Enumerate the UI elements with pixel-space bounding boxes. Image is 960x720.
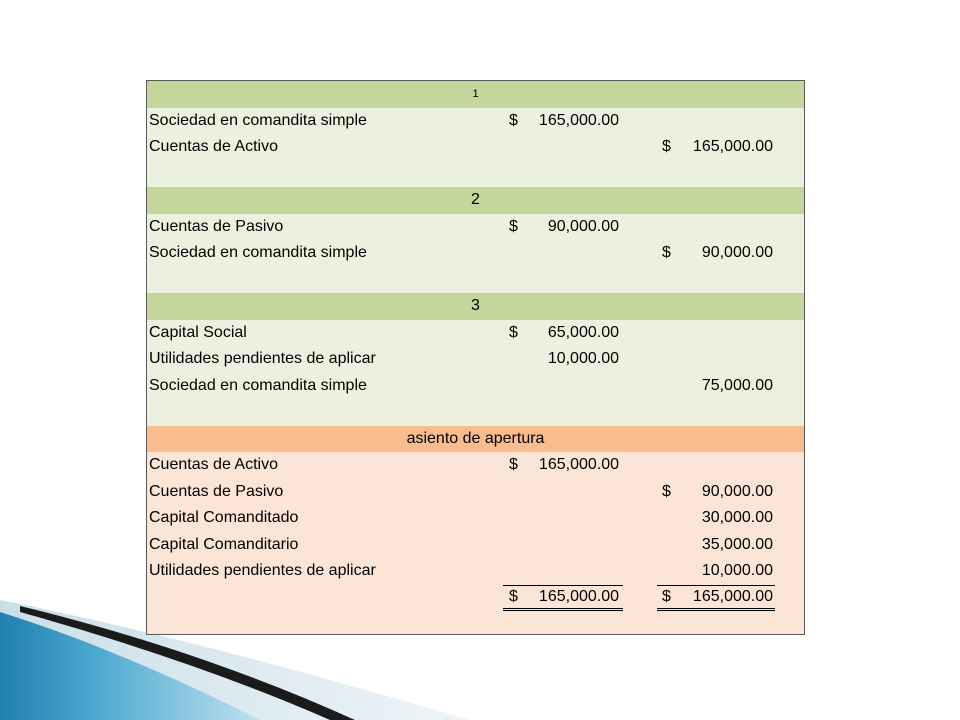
credit-amount: 90,000.00: [701, 244, 773, 262]
debit-amount-cell: [503, 452, 623, 479]
account-name: Sociedad en comandita simple: [149, 244, 367, 262]
credit-amount: 165,000.00: [692, 138, 773, 156]
journal-line: [147, 240, 804, 267]
entry-spacer: [147, 161, 804, 188]
credit-amount-cell: [657, 532, 775, 559]
currency-symbol: $: [662, 587, 671, 605]
totals-row: [147, 585, 804, 612]
currency-symbol: $: [662, 244, 671, 262]
account-name: Cuentas de Pasivo: [149, 217, 284, 235]
debit-amount: 165,000.00: [538, 587, 619, 605]
entry-header: [147, 81, 804, 108]
debit-amount: 90,000.00: [547, 217, 619, 235]
journal-line: [147, 558, 804, 585]
credit-amount: 165,000.00: [692, 587, 773, 605]
account-name: Sociedad en comandita simple: [149, 376, 367, 394]
journal-line: [147, 532, 804, 559]
entry-header: [147, 187, 804, 214]
credit-amount: 35,000.00: [701, 535, 773, 553]
credit-amount-cell: [657, 373, 775, 400]
account-name: Cuentas de Activo: [149, 456, 278, 474]
debit-amount: 10,000.00: [547, 350, 619, 368]
credit-amount: 75,000.00: [701, 376, 773, 394]
account-name: Cuentas de Pasivo: [149, 482, 284, 500]
entry-number: 2: [471, 191, 480, 209]
debit-amount-cell: [503, 214, 623, 241]
opening-filler: [147, 611, 804, 635]
credit-amount-cell: [657, 240, 775, 267]
debit-amount-cell: [503, 320, 623, 347]
currency-symbol: $: [509, 456, 518, 474]
journal-line: [147, 320, 804, 347]
account-name: Capital Comanditario: [149, 535, 299, 553]
currency-symbol: $: [662, 138, 671, 156]
entry-header: [147, 293, 804, 320]
journal-line: [147, 134, 804, 161]
credit-amount: 10,000.00: [701, 562, 773, 580]
credit-amount: 30,000.00: [701, 509, 773, 527]
debit-amount-cell: [503, 346, 623, 373]
credit-amount-cell: [657, 585, 775, 612]
journal-line: [147, 214, 804, 241]
journal-entries-table: [146, 80, 805, 635]
credit-amount-cell: [657, 505, 775, 532]
opening-entry-title: asiento de apertura: [406, 429, 545, 447]
account-name: Cuentas de Activo: [149, 138, 278, 156]
account-name: Utilidades pendientes de aplicar: [149, 350, 376, 368]
journal-line: [147, 373, 804, 400]
currency-symbol: $: [509, 323, 518, 341]
opening-entry-header: [147, 426, 804, 453]
journal-line: [147, 452, 804, 479]
currency-symbol: $: [509, 587, 518, 605]
debit-amount: 65,000.00: [547, 323, 619, 341]
entry-number: 3: [471, 297, 480, 315]
currency-symbol: $: [509, 217, 518, 235]
account-name: Capital Comanditado: [149, 509, 299, 527]
entry-spacer: [147, 399, 804, 426]
account-name: Utilidades pendientes de aplicar: [149, 562, 376, 580]
debit-amount-cell: [503, 108, 623, 135]
journal-line: [147, 108, 804, 135]
journal-line: [147, 346, 804, 373]
debit-amount-cell: [503, 585, 623, 612]
debit-amount: 165,000.00: [538, 456, 619, 474]
currency-symbol: $: [662, 482, 671, 500]
credit-amount: 90,000.00: [701, 482, 773, 500]
account-name: Capital Social: [149, 323, 247, 341]
account-name: Sociedad en comandita simple: [149, 111, 367, 129]
credit-amount-cell: [657, 479, 775, 506]
credit-amount-cell: [657, 558, 775, 585]
debit-amount: 165,000.00: [538, 111, 619, 129]
journal-line: [147, 479, 804, 506]
entry-spacer: [147, 267, 804, 294]
currency-symbol: $: [509, 111, 518, 129]
credit-amount-cell: [657, 134, 775, 161]
journal-line: [147, 505, 804, 532]
entry-number: 1: [472, 88, 479, 101]
